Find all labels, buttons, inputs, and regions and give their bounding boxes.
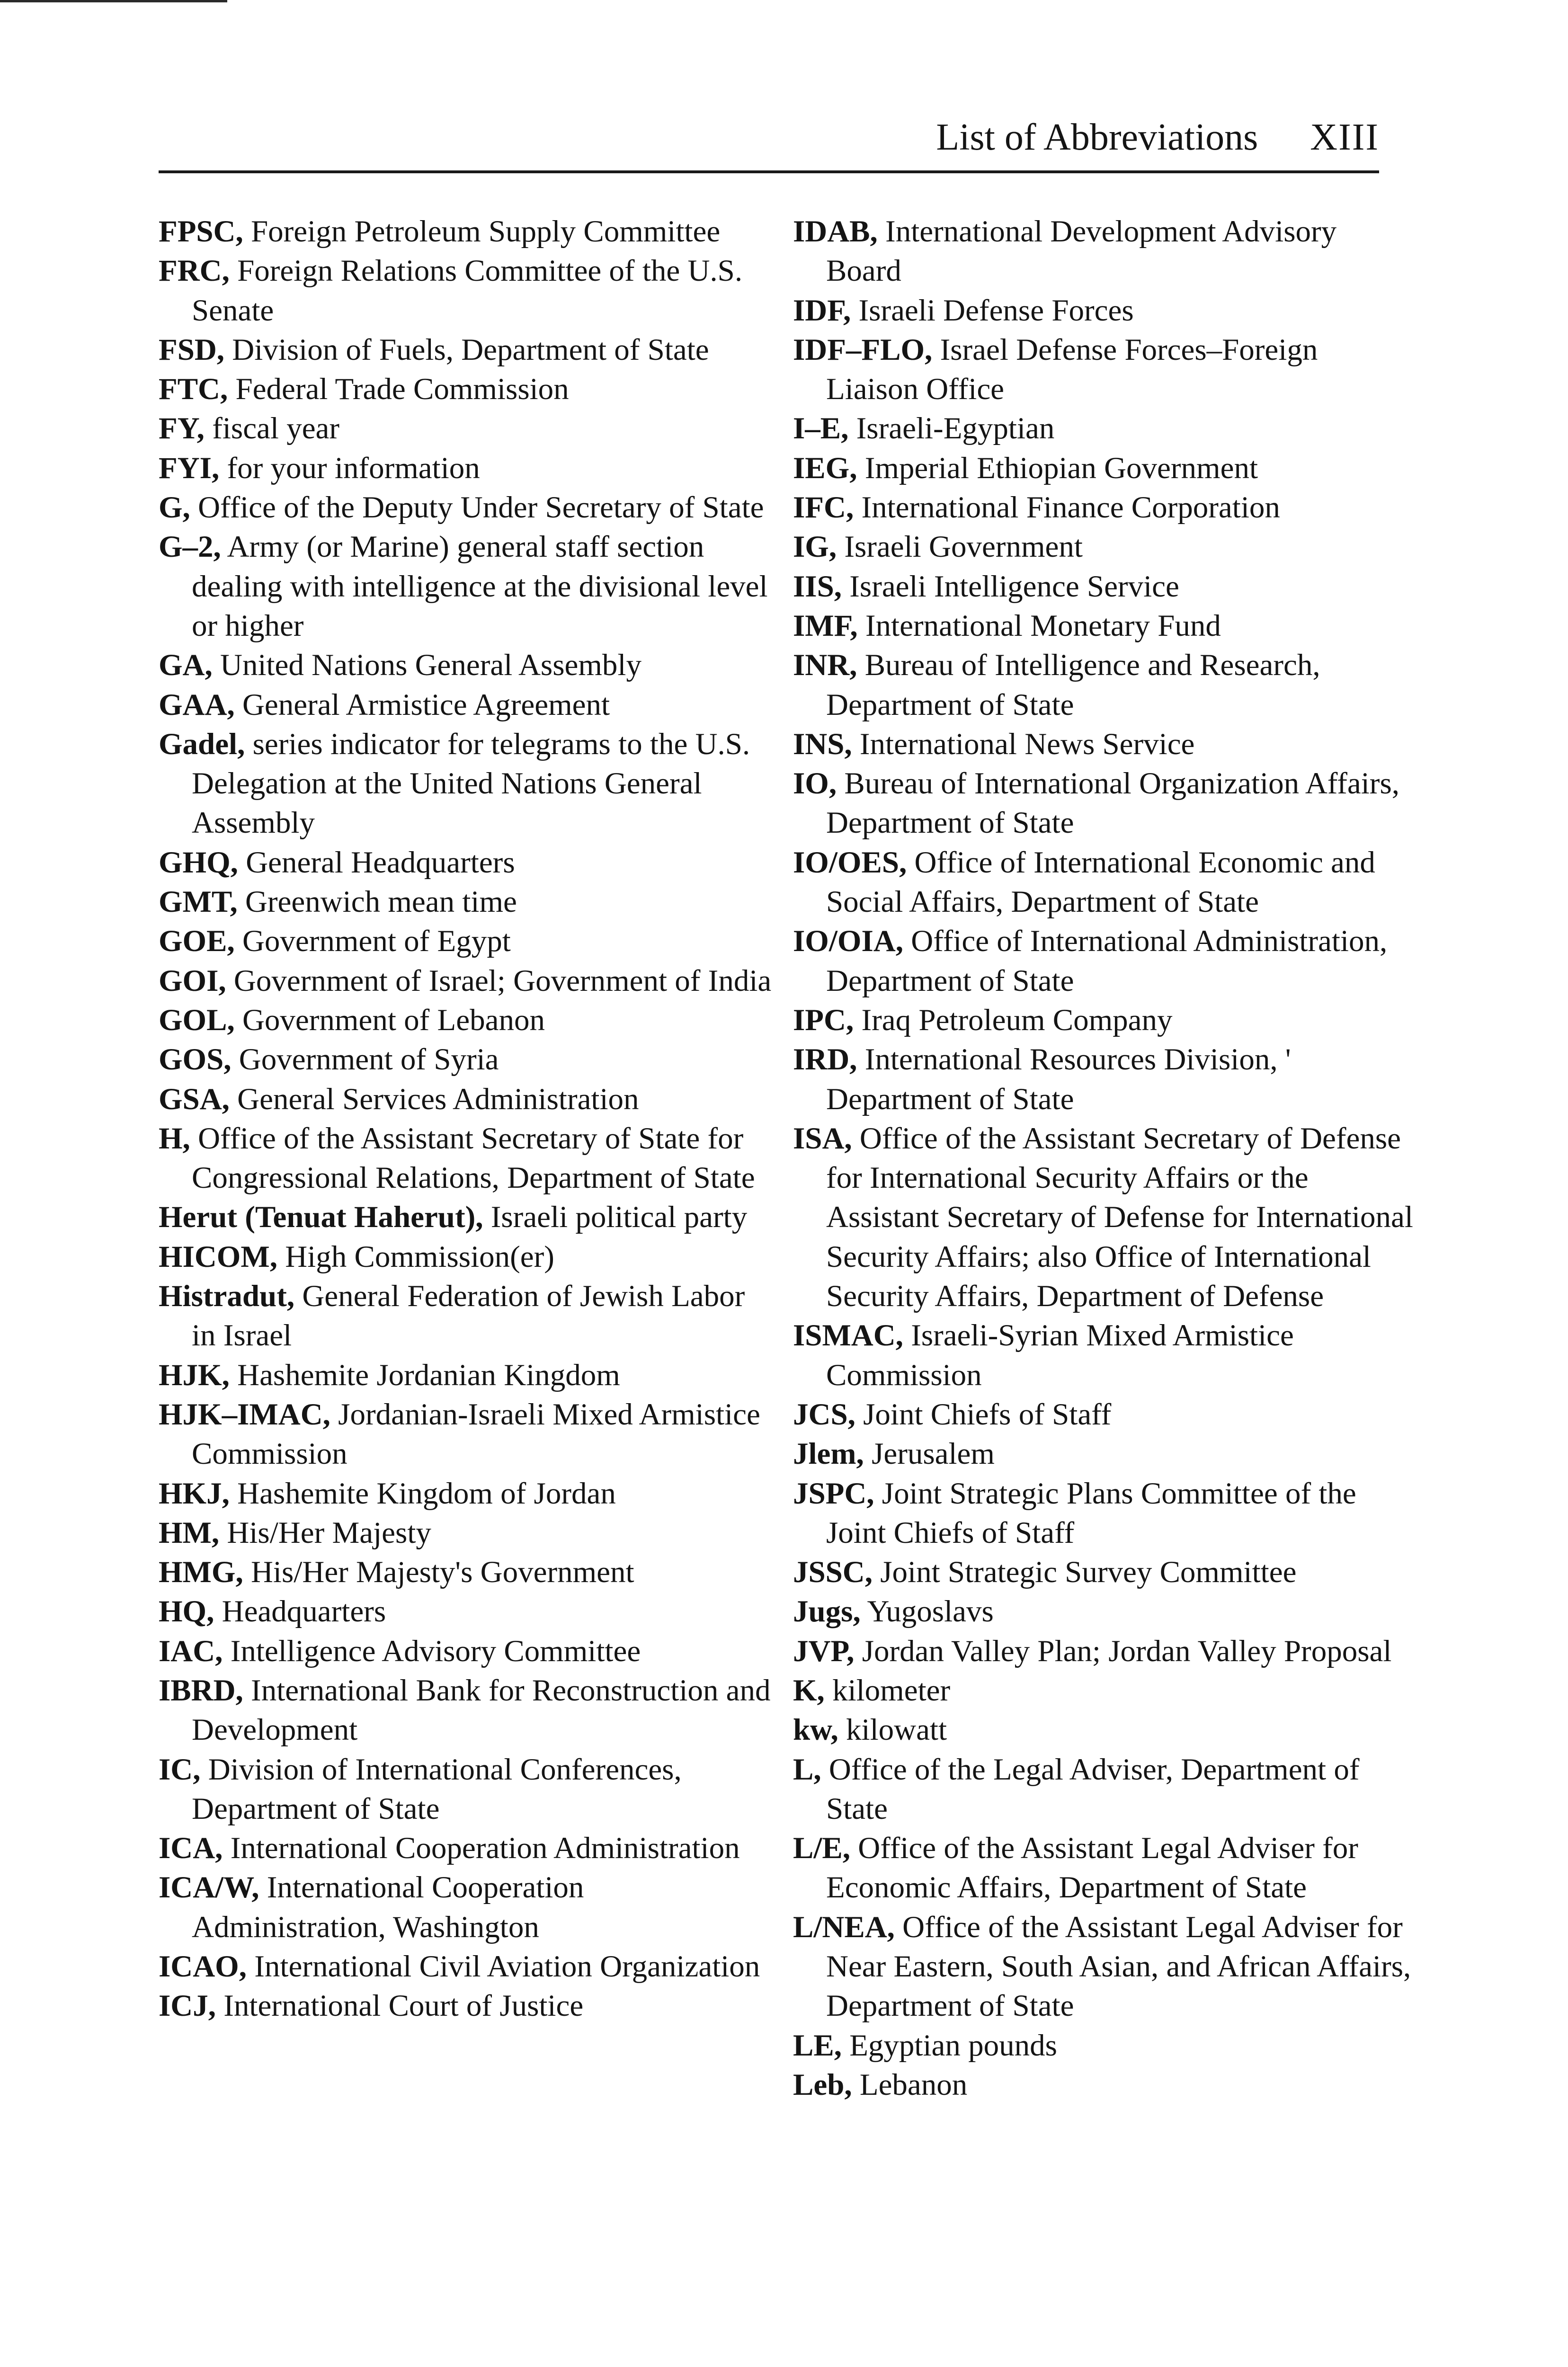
abbreviation-entry — [159, 725, 776, 843]
abbreviation-definition: Israel Defense Forces–Foreign Liaison Office — [826, 332, 1318, 407]
abbreviation-definition: Division of Fuels, Department of State — [232, 332, 709, 367]
abbreviation-term: G–2, — [159, 530, 221, 564]
abbreviation-entry — [159, 409, 776, 448]
abbreviation-entry — [793, 646, 1413, 725]
abbreviation-term: INS, — [793, 727, 852, 761]
abbreviation-definition: Jordan Valley Plan; Jordan Valley Proposal — [862, 1634, 1392, 1668]
abbreviation-entry — [159, 1198, 776, 1237]
abbreviation-definition: Israeli-Syrian Mixed Armistice Commission — [826, 1318, 1294, 1392]
abbreviation-term: I–E, — [793, 411, 849, 446]
abbreviation-entry — [793, 1553, 1413, 1592]
abbreviation-entry — [159, 370, 776, 409]
abbreviation-entry — [159, 488, 776, 527]
abbreviation-definition: Joint Chiefs of Staff — [863, 1397, 1112, 1432]
abbreviation-entry — [793, 922, 1413, 1001]
abbreviation-definition: Office of the Assistant Legal Adviser for Economic Affairs, Department of State — [826, 1831, 1358, 1905]
abbreviation-entry — [793, 1040, 1413, 1119]
abbreviation-entry — [793, 606, 1413, 646]
abbreviation-entry — [793, 764, 1413, 843]
abbreviation-term: IRD, — [793, 1042, 857, 1077]
abbreviation-definition: Office of the Assistant Secretary of Defense for International Security Affairs or the Assistant Secretary of Defense for International Security Affairs; also Office of International Security Affairs, Department of Defense — [826, 1121, 1413, 1314]
abbreviation-term: GOE, — [159, 924, 235, 959]
abbreviation-definition: Iraq Petroleum Company — [861, 1003, 1173, 1037]
abbreviation-definition: Army (or Marine) general staff section dealing with intelligence at the divisional level or higher — [192, 530, 768, 643]
abbreviation-definition: Joint Strategic Survey Committee — [880, 1555, 1297, 1590]
abbreviation-entry — [793, 1671, 1413, 1710]
abbreviation-entry — [159, 961, 776, 1001]
abbreviation-entry — [159, 1671, 776, 1750]
abbreviation-definition: kilowatt — [846, 1713, 947, 1747]
abbreviation-entry — [159, 449, 776, 488]
abbreviation-term: ICAO, — [159, 1949, 247, 1984]
abbreviation-definition: International Development Advisory Board — [826, 214, 1337, 288]
abbreviation-definition: Israeli political party — [490, 1200, 748, 1235]
abbreviation-term: G, — [159, 490, 190, 525]
abbreviation-entry — [793, 2026, 1413, 2065]
abbreviation-term: ISA, — [793, 1121, 852, 1156]
abbreviation-entry — [793, 725, 1413, 764]
abbreviation-term: Gadel, — [159, 727, 245, 761]
abbreviation-definition: Bureau of Intelligence and Research, Department of State — [826, 648, 1320, 722]
abbreviation-definition: Jerusalem — [872, 1437, 995, 1471]
abbreviation-term: HQ, — [159, 1594, 214, 1629]
abbreviation-term: K, — [793, 1673, 825, 1708]
abbreviation-entry — [793, 1908, 1413, 2026]
abbreviation-entry — [793, 330, 1413, 409]
abbreviation-entry — [793, 1750, 1413, 1829]
running-header — [159, 118, 1379, 173]
abbreviation-definition: International Monetary Fund — [865, 608, 1221, 643]
page-number: XIII — [1310, 116, 1379, 158]
abbreviation-term: FYI, — [159, 451, 220, 485]
abbreviation-entry — [793, 1829, 1413, 1908]
abbreviation-term: IO, — [793, 766, 837, 801]
abbreviation-definition: series indicator for telegrams to the U.S. Delegation at the United Nations General Assembly — [192, 727, 750, 840]
abbreviation-term: H, — [159, 1121, 190, 1156]
abbreviation-entry — [793, 1434, 1413, 1474]
abbreviation-entry — [793, 1592, 1413, 1631]
abbreviation-entry — [159, 1277, 776, 1356]
abbreviation-definition: Egyptian pounds — [849, 2028, 1057, 2063]
abbreviation-entry — [159, 1829, 776, 1868]
abbreviation-term: JVP, — [793, 1634, 855, 1668]
right-column — [793, 212, 1413, 2105]
abbreviation-entry — [159, 646, 776, 685]
abbreviation-term: kw, — [793, 1713, 838, 1747]
abbreviation-entry — [159, 1986, 776, 2026]
abbreviation-definition: Hashemite Kingdom of Jordan — [237, 1476, 616, 1511]
abbreviation-entry — [159, 1119, 776, 1198]
abbreviation-definition: Yugoslavs — [867, 1594, 994, 1629]
abbreviation-term: JSSC, — [793, 1555, 873, 1590]
abbreviation-entry — [159, 527, 776, 646]
abbreviation-entry — [159, 251, 776, 330]
abbreviation-term: IO/OIA, — [793, 924, 903, 959]
abbreviation-definition: Government of Syria — [239, 1042, 499, 1077]
abbreviation-definition: International Cooperation Administration — [230, 1831, 740, 1866]
abbreviation-definition: Intelligence Advisory Committee — [230, 1634, 641, 1668]
abbreviation-definition: Israeli Defense Forces — [858, 293, 1134, 328]
abbreviation-definition: Office of the Deputy Under Secretary of State — [198, 490, 764, 525]
abbreviation-entry — [159, 922, 776, 961]
abbreviation-entry — [159, 1080, 776, 1119]
abbreviation-entry — [793, 1316, 1413, 1395]
abbreviation-entry — [159, 1395, 776, 1474]
abbreviation-definition: General Federation of Jewish Labor in Israel — [192, 1279, 745, 1353]
abbreviation-term: LE, — [793, 2028, 842, 2063]
abbreviation-definition: Foreign Relations Committee of the U.S. Senate — [192, 254, 743, 328]
abbreviation-definition: Israeli Government — [844, 530, 1083, 564]
abbreviation-definition: Israeli-Egyptian — [856, 411, 1055, 446]
abbreviation-entry — [793, 843, 1413, 922]
abbreviation-definition: High Commission(er) — [285, 1239, 554, 1274]
abbreviation-definition: Government of Israel; Government of India — [233, 963, 772, 998]
abbreviation-entry — [159, 1237, 776, 1277]
abbreviation-term: IG, — [793, 530, 837, 564]
abbreviation-term: Jugs, — [793, 1594, 861, 1629]
abbreviation-definition: International News Service — [859, 727, 1195, 761]
abbreviation-definition: for your information — [227, 451, 480, 485]
abbreviation-term: L/E, — [793, 1831, 851, 1866]
abbreviation-term: HMG, — [159, 1555, 243, 1590]
abbreviation-entry — [793, 1001, 1413, 1040]
abbreviation-entry — [793, 1474, 1413, 1553]
abbreviation-entry — [793, 449, 1413, 488]
abbreviation-definition: Joint Strategic Plans Committee of the Joint Chiefs of Staff — [826, 1476, 1356, 1550]
abbreviation-term: IAC, — [159, 1634, 223, 1668]
abbreviation-entry — [793, 1395, 1413, 1434]
abbreviation-entry — [793, 488, 1413, 527]
abbreviation-definition: Bureau of International Organization Affairs, Department of State — [826, 766, 1399, 840]
abbreviation-term: FY, — [159, 411, 205, 446]
abbreviation-entry — [159, 330, 776, 370]
abbreviation-entry — [793, 291, 1413, 330]
abbreviation-definition: Imperial Ethiopian Government — [864, 451, 1258, 485]
abbreviation-entry — [159, 1592, 776, 1631]
abbreviation-definition: International Bank for Reconstruction and Development — [192, 1673, 771, 1747]
abbreviation-entry — [159, 882, 776, 922]
abbreviation-entry — [793, 1119, 1413, 1316]
abbreviation-entry — [159, 1474, 776, 1513]
abbreviation-definition: fiscal year — [212, 411, 340, 446]
abbreviation-term: IEG, — [793, 451, 857, 485]
abbreviation-term: GSA, — [159, 1082, 230, 1116]
abbreviation-term: ICA, — [159, 1831, 223, 1866]
corner-rule — [0, 0, 227, 2]
abbreviation-term: FPSC, — [159, 214, 243, 249]
abbreviation-term: Herut (Tenuat Haherut), — [159, 1200, 483, 1235]
left-column — [159, 212, 776, 2026]
abbreviation-entry — [793, 2065, 1413, 2105]
abbreviation-term: Leb, — [793, 2067, 852, 2102]
abbreviation-term: HICOM, — [159, 1239, 277, 1274]
abbreviation-entry — [793, 212, 1413, 291]
abbreviation-definition: General Armistice Agreement — [242, 687, 610, 722]
abbreviation-term: IDF, — [793, 293, 851, 328]
abbreviation-term: IMF, — [793, 608, 858, 643]
abbreviation-term: IFC, — [793, 490, 854, 525]
abbreviation-term: GOI, — [159, 963, 226, 998]
abbreviation-entry — [159, 1040, 776, 1079]
abbreviation-definition: International Finance Corporation — [861, 490, 1280, 525]
abbreviation-entry — [793, 527, 1413, 567]
abbreviation-entry — [793, 409, 1413, 448]
abbreviation-term: IPC, — [793, 1003, 854, 1037]
abbreviation-entry — [159, 1553, 776, 1592]
abbreviation-term: Histradut, — [159, 1279, 295, 1314]
abbreviation-definition: United Nations General Assembly — [220, 648, 641, 683]
abbreviation-definition: Hashemite Jordanian Kingdom — [237, 1358, 620, 1392]
abbreviation-term: IIS, — [793, 569, 842, 604]
abbreviation-term: HKJ, — [159, 1476, 230, 1511]
abbreviation-term: INR, — [793, 648, 857, 683]
abbreviation-definition: Greenwich mean time — [245, 885, 517, 919]
abbreviation-term: IO/OES, — [793, 845, 907, 880]
abbreviation-entry — [159, 1513, 776, 1553]
abbreviation-term: ISMAC, — [793, 1318, 903, 1353]
abbreviation-entry — [159, 843, 776, 882]
abbreviation-term: HJK–IMAC, — [159, 1397, 330, 1432]
abbreviation-definition: International Court of Justice — [223, 1989, 584, 2023]
abbreviation-entry — [159, 1001, 776, 1040]
abbreviation-entry — [793, 567, 1413, 606]
abbreviation-term: IC, — [159, 1752, 201, 1787]
abbreviation-entry — [159, 1868, 776, 1947]
abbreviation-definition: Government of Lebanon — [242, 1003, 545, 1037]
abbreviation-term: ICA/W, — [159, 1870, 259, 1905]
abbreviation-definition: Division of International Conferences, Department of State — [192, 1752, 682, 1826]
abbreviation-definition: Office of International Administration, Department of State — [826, 924, 1388, 998]
abbreviation-term: IDF–FLO, — [793, 332, 933, 367]
abbreviation-definition: Foreign Petroleum Supply Committee — [251, 214, 721, 249]
abbreviation-term: Jlem, — [793, 1437, 864, 1471]
abbreviation-term: GHQ, — [159, 845, 238, 880]
abbreviation-term: IBRD, — [159, 1673, 243, 1708]
abbreviation-definition: Office of the Assistant Secretary of State for Congressional Relations, Department of State — [192, 1121, 755, 1195]
abbreviation-definition: Office of the Legal Adviser, Department of State — [826, 1752, 1360, 1826]
abbreviation-term: IDAB, — [793, 214, 878, 249]
abbreviation-term: L, — [793, 1752, 821, 1787]
abbreviation-definition: kilometer — [832, 1673, 951, 1708]
abbreviation-entry — [159, 1356, 776, 1395]
abbreviation-term: HJK, — [159, 1358, 230, 1392]
abbreviation-term: ICJ, — [159, 1989, 216, 2023]
abbreviation-entry — [793, 1632, 1413, 1671]
abbreviation-term: JSPC, — [793, 1476, 874, 1511]
abbreviation-term: GAA, — [159, 687, 235, 722]
abbreviation-definition: International Cooperation Administration, Washington — [192, 1870, 584, 1944]
abbreviation-definition: Office of International Economic and Social Affairs, Department of State — [826, 845, 1375, 919]
abbreviation-term: GOL, — [159, 1003, 235, 1037]
abbreviation-term: FSD, — [159, 332, 225, 367]
abbreviation-term: HM, — [159, 1515, 220, 1550]
abbreviation-definition: Office of the Assistant Legal Adviser for Near Eastern, South Asian, and African Affairs, Department of State — [826, 1910, 1411, 2023]
abbreviation-definition: Israeli Intelligence Service — [849, 569, 1179, 604]
abbreviation-term: JCS, — [793, 1397, 855, 1432]
abbreviation-entry — [793, 1710, 1413, 1750]
abbreviation-entry — [159, 1750, 776, 1829]
abbreviation-definition: Government of Egypt — [242, 924, 511, 959]
abbreviation-definition: General Services Administration — [237, 1082, 639, 1116]
abbreviation-definition: Federal Trade Commission — [235, 372, 569, 407]
abbreviation-definition: His/Her Majesty's Government — [250, 1555, 634, 1590]
page-title: List of Abbreviations — [936, 116, 1258, 158]
running-head — [936, 118, 1379, 156]
abbreviation-term: FTC, — [159, 372, 228, 407]
abbreviation-term: L/NEA, — [793, 1910, 895, 1944]
abbreviation-entry — [159, 1947, 776, 1986]
abbreviation-definition: General Headquarters — [246, 845, 515, 880]
abbreviation-entry — [159, 1632, 776, 1671]
abbreviation-term: GOS, — [159, 1042, 232, 1077]
abbreviation-definition: His/Her Majesty — [227, 1515, 431, 1550]
abbreviation-term: FRC, — [159, 254, 230, 288]
abbreviation-definition: International Resources Division, ' Department of State — [826, 1042, 1291, 1116]
abbreviation-term: GA, — [159, 648, 213, 683]
abbreviation-entry — [159, 212, 776, 251]
abbreviation-term: GMT, — [159, 885, 238, 919]
abbreviation-definition: Jordanian-Israeli Mixed Armistice Commission — [192, 1397, 760, 1471]
abbreviation-definition: Headquarters — [222, 1594, 386, 1629]
abbreviation-definition: International Civil Aviation Organization — [254, 1949, 760, 1984]
abbreviation-entry — [159, 685, 776, 725]
abbreviation-definition: Lebanon — [859, 2067, 968, 2102]
